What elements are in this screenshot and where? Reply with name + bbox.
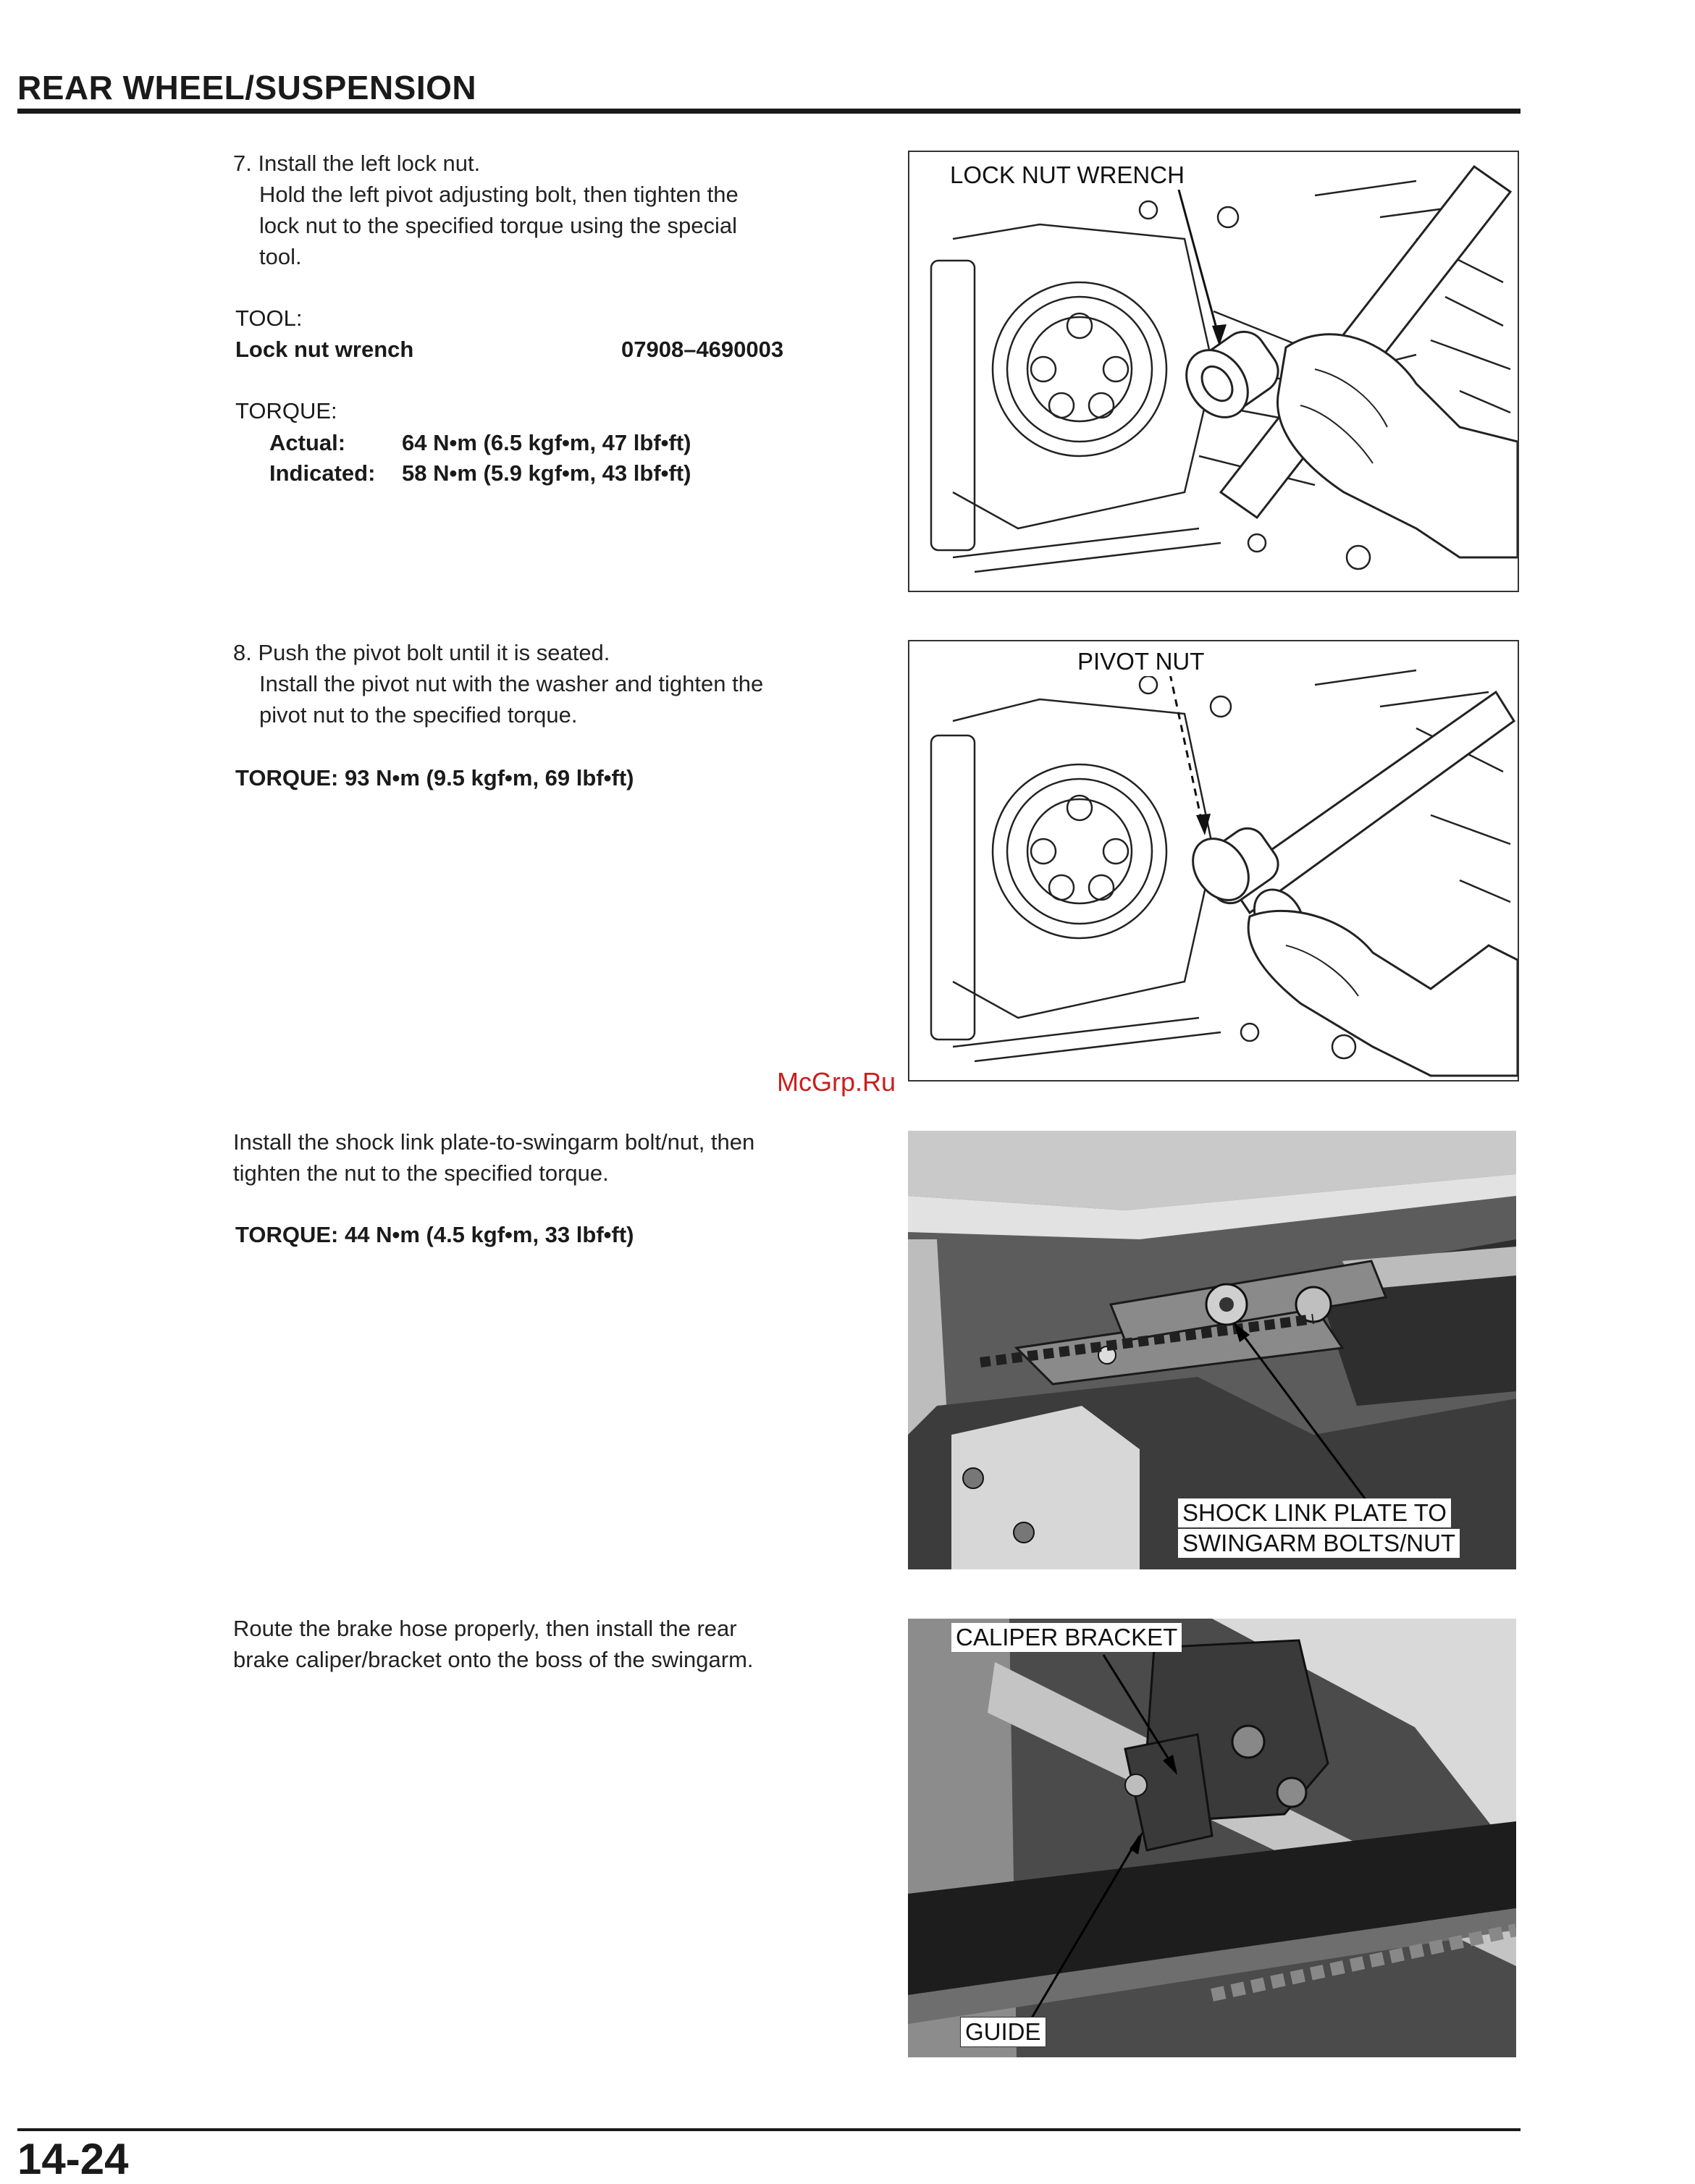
shock-link-torque: TORQUE: 44 N•m (4.5 kgf•m, 33 lbf•ft) (235, 1222, 634, 1247)
torque-actual-label: Actual: (269, 430, 346, 455)
shock-link-line: Install the shock link plate-to-swingarm bolt/nut, then (233, 1129, 755, 1155)
brake-line: Route the brake hose properly, then install the rear (233, 1616, 737, 1641)
torque-indicated-label: Indicated: (269, 460, 376, 486)
step-7-line: Hold the left pivot adjusting bolt, then tighten the (259, 182, 739, 207)
shock-link-text (233, 1126, 885, 1189)
callout-shock-link-line-1: SHOCK LINK PLATE TO (1178, 1498, 1451, 1527)
figure-caliper-bracket-photo (908, 1619, 1516, 2057)
step-8-line: 8. Push the pivot bolt until it is seated. (233, 640, 610, 665)
pivot-nut-illustration (909, 641, 1518, 1080)
step-7-line: lock nut to the specified torque using the special (259, 213, 738, 238)
step-8-line: pivot nut to the specified torque. (259, 702, 578, 728)
callout-shock-link-line-2: SWINGARM BOLTS/NUT (1178, 1529, 1460, 1558)
step-7-text (233, 148, 878, 272)
callout-guide: GUIDE (960, 2017, 1046, 2047)
caliper-bracket-photo (908, 1619, 1516, 2057)
callout-pivot-nut: PIVOT NUT (1073, 647, 1208, 676)
shock-link-line: tighten the nut to the specified torque. (233, 1160, 609, 1186)
section-title: REAR WHEEL/SUSPENSION (17, 69, 477, 106)
step-7-line: 7. Install the left lock nut. (233, 151, 481, 176)
tool-name: Lock nut wrench (235, 337, 414, 362)
footer-rule (17, 2128, 1521, 2131)
callout-lock-nut-wrench: LOCK NUT WRENCH (946, 161, 1189, 190)
watermark: McGrp.Ru (777, 1067, 896, 1097)
step-8-text (233, 637, 878, 730)
torque-actual-value: 64 N•m (6.5 kgf•m, 47 lbf•ft) (402, 430, 691, 455)
tool-heading: TOOL: (235, 305, 303, 331)
step-8-torque: TORQUE: 93 N•m (9.5 kgf•m, 69 lbf•ft) (235, 765, 634, 790)
torque-indicated-value: 58 N•m (5.9 kgf•m, 43 lbf•ft) (402, 460, 691, 486)
torque-heading: TORQUE: (235, 398, 337, 423)
callout-caliper-bracket: CALIPER BRACKET (951, 1623, 1182, 1652)
header-rule (17, 109, 1521, 114)
step-7-line: tool. (259, 244, 302, 269)
tool-number: 07908–4690003 (621, 337, 784, 362)
figure-pivot-nut (908, 640, 1519, 1082)
lock-nut-wrench-illustration (909, 152, 1518, 591)
page-number: 14-24 (17, 2135, 129, 2183)
brake-line: brake caliper/bracket onto the boss of the swingarm. (233, 1647, 754, 1672)
figure-shock-link-photo (908, 1131, 1516, 1569)
step-8-line: Install the pivot nut with the washer and tighten the (259, 671, 764, 696)
figure-lock-nut-wrench (908, 151, 1519, 592)
brake-text (233, 1613, 885, 1675)
